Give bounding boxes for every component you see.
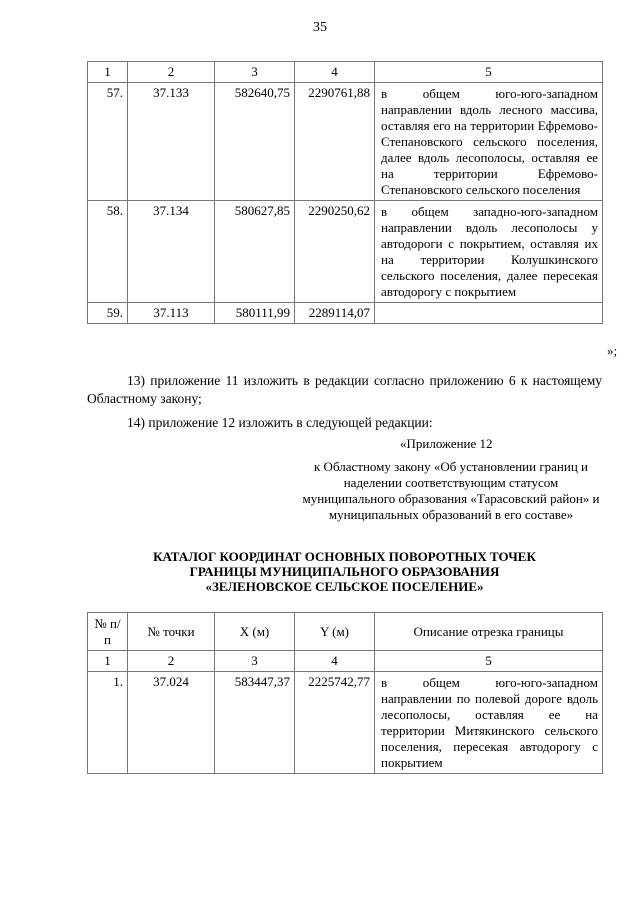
segment-description: в общем юго-юго-западном направлении вдоль лесного массива, оставляя его на территории Ефремово-Степановского сельского поселения, далее вдоль лесополосы, оставляя ее на территории Ефремово-Степановского сельского поселения [375, 83, 603, 201]
row-index: 59. [88, 303, 128, 324]
x-coordinate: 583447,37 [215, 672, 295, 774]
col-number-2: 2 [128, 651, 215, 672]
segment-description [375, 303, 603, 324]
y-coordinate: 2289114,07 [295, 303, 375, 324]
closing-quote: »; [607, 343, 618, 358]
x-coordinate: 582640,75 [215, 83, 295, 201]
y-coordinate: 2290761,88 [295, 83, 375, 201]
header-description: Описание отрезка границы [375, 613, 603, 651]
col-number-1: 1 [88, 651, 128, 672]
segment-description: в общем юго-юго-западном направлении по полевой дороге вдоль лесополосы, оставляя ее на территории Митякинского сельского поселения, пересекая автодорогу с покрытием [375, 672, 603, 774]
header-x: X (м) [215, 613, 295, 651]
catalog-heading-line-2: ГРАНИЦЫ МУНИЦИПАЛЬНОГО ОБРАЗОВАНИЯ [189, 564, 500, 579]
point-number: 37.113 [128, 303, 215, 324]
appendix-subtitle: к Областному закону «Об установлении границ и наделении соответствующим статусом муниципального образования «Тарасовский район» и муниципальных образований в его составе» [302, 459, 600, 522]
point-number: 37.134 [128, 201, 215, 303]
header-point-number: № точки [128, 613, 215, 651]
appendix-title: «Приложение 12 [400, 436, 493, 451]
row-index: 1. [88, 672, 128, 774]
paragraph-item-14: 14) приложение 12 изложить в следующей редакции: [127, 415, 433, 430]
header-row-number: № п/п [88, 613, 128, 651]
table-row [88, 303, 603, 324]
point-number: 37.133 [128, 83, 215, 201]
col-number-1: 1 [88, 62, 128, 83]
col-number-4: 4 [295, 62, 375, 83]
col-number-3: 3 [215, 62, 295, 83]
catalog-heading-line-1: КАТАЛОГ КООРДИНАТ ОСНОВНЫХ ПОВОРОТНЫХ ТОЧЕК [153, 549, 536, 564]
y-coordinate: 2225742,77 [295, 672, 375, 774]
table-number-row [88, 651, 603, 672]
segment-description: в общем западно-юго-западном направлении вдоль лесополосы у автодороги с покрытием, оставляя их на территории Колушкинского сельского поселения, далее пересекая автодорогу с покрытием [375, 201, 603, 303]
coordinates-table-continued [87, 61, 603, 324]
table-header-row [88, 613, 603, 651]
col-number-3: 3 [215, 651, 295, 672]
catalog-heading-line-3: «ЗЕЛЕНОВСКОЕ СЕЛЬСКОЕ ПОСЕЛЕНИЕ» [205, 579, 484, 594]
table-row [88, 201, 603, 303]
page-number: 35 [313, 20, 327, 35]
col-number-4: 4 [295, 651, 375, 672]
header-y: Y (м) [295, 613, 375, 651]
point-number: 37.024 [128, 672, 215, 774]
x-coordinate: 580111,99 [215, 303, 295, 324]
table-row [88, 83, 603, 201]
table-row [88, 672, 603, 774]
y-coordinate: 2290250,62 [295, 201, 375, 303]
x-coordinate: 580627,85 [215, 201, 295, 303]
row-index: 58. [88, 201, 128, 303]
col-number-2: 2 [128, 62, 215, 83]
catalog-heading [87, 549, 602, 594]
table-number-row [88, 62, 603, 83]
col-number-5: 5 [375, 651, 603, 672]
paragraph-item-13: 13) приложение 11 изложить в редакции согласно приложению 6 к настоящему Областному закону; [87, 373, 602, 406]
col-number-5: 5 [375, 62, 603, 83]
coordinates-table [87, 612, 603, 774]
row-index: 57. [88, 83, 128, 201]
